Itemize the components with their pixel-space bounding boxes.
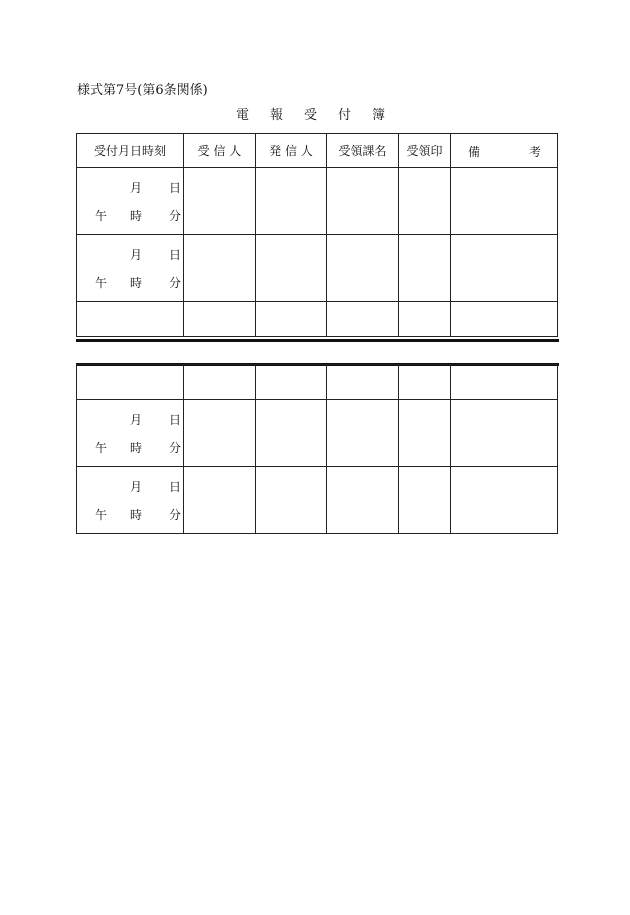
sender-cell[interactable] [256, 168, 327, 235]
recipient-cell[interactable] [184, 467, 256, 534]
receipt-seal-cell[interactable] [399, 302, 451, 337]
table-header-row [77, 134, 558, 168]
header-recipient: 受 信 人 [184, 134, 256, 168]
receiving-section-cell[interactable] [327, 467, 399, 534]
recipient-cell[interactable] [184, 400, 256, 467]
datetime-cell[interactable] [77, 302, 184, 337]
remarks-cell[interactable] [451, 168, 558, 235]
receiving-section-cell[interactable] [327, 302, 399, 337]
table-row [77, 168, 558, 235]
sender-cell[interactable] [256, 365, 327, 400]
hour-label: 時 [130, 508, 143, 522]
form-number-label: 様式第7号(第6条関係) [77, 83, 208, 98]
sender-cell[interactable] [256, 467, 327, 534]
recipient-cell[interactable] [184, 365, 256, 400]
minute-label: 分 [169, 209, 182, 223]
receiving-section-cell[interactable] [327, 400, 399, 467]
table-row [77, 365, 558, 400]
minute-label: 分 [169, 441, 182, 455]
minute-label: 分 [169, 276, 182, 290]
sender-cell[interactable] [256, 235, 327, 302]
header-sender: 発 信 人 [256, 134, 327, 168]
receipt-seal-cell[interactable] [399, 235, 451, 302]
title-char: 受 [304, 108, 318, 123]
hour-label: 時 [130, 276, 143, 290]
title-char: 簿 [372, 108, 386, 123]
day-label: 日 [169, 181, 182, 195]
form-title [236, 108, 385, 124]
receipt-seal-cell[interactable] [399, 365, 451, 400]
sender-cell[interactable] [256, 302, 327, 337]
title-char: 報 [270, 108, 284, 123]
datetime-cell[interactable] [77, 235, 184, 302]
recipient-cell[interactable] [184, 235, 256, 302]
remarks-cell[interactable] [451, 467, 558, 534]
month-label: 月 [130, 181, 143, 195]
month-label: 月 [130, 480, 143, 494]
recipient-cell[interactable] [184, 168, 256, 235]
receiving-section-cell[interactable] [327, 365, 399, 400]
recipient-cell[interactable] [184, 302, 256, 337]
header-remarks-char-2: 考 [529, 145, 542, 159]
header-remarks [451, 134, 558, 168]
remarks-cell[interactable] [451, 365, 558, 400]
sender-cell[interactable] [256, 400, 327, 467]
day-label: 日 [169, 480, 182, 494]
title-char: 付 [338, 108, 352, 123]
month-label: 月 [130, 413, 143, 427]
datetime-cell[interactable] [77, 400, 184, 467]
title-char: 電 [236, 108, 250, 123]
receiving-section-cell[interactable] [327, 235, 399, 302]
header-receiving-section: 受領課名 [327, 134, 399, 168]
month-label: 月 [130, 248, 143, 262]
table-row [77, 235, 558, 302]
remarks-cell[interactable] [451, 235, 558, 302]
am-pm-label: 午 [95, 441, 108, 455]
minute-label: 分 [169, 508, 182, 522]
receiving-section-cell[interactable] [327, 168, 399, 235]
datetime-cell[interactable] [77, 168, 184, 235]
am-pm-label: 午 [95, 508, 108, 522]
header-remarks-char-1: 備 [468, 145, 481, 159]
header-receipt-seal: 受領印 [399, 134, 451, 168]
day-label: 日 [169, 248, 182, 262]
datetime-cell[interactable] [77, 365, 184, 400]
page-break-line-top [76, 339, 559, 342]
telegram-log-table-upper [76, 133, 558, 337]
receipt-seal-cell[interactable] [399, 467, 451, 534]
am-pm-label: 午 [95, 276, 108, 290]
day-label: 日 [169, 413, 182, 427]
header-date-time: 受付月日時刻 [77, 134, 184, 168]
receipt-seal-cell[interactable] [399, 168, 451, 235]
am-pm-label: 午 [95, 209, 108, 223]
receipt-seal-cell[interactable] [399, 400, 451, 467]
table-row [77, 302, 558, 337]
remarks-cell[interactable] [451, 302, 558, 337]
table-row [77, 467, 558, 534]
hour-label: 時 [130, 441, 143, 455]
telegram-log-table-lower [76, 364, 558, 534]
hour-label: 時 [130, 209, 143, 223]
table-row [77, 400, 558, 467]
remarks-cell[interactable] [451, 400, 558, 467]
datetime-cell[interactable] [77, 467, 184, 534]
